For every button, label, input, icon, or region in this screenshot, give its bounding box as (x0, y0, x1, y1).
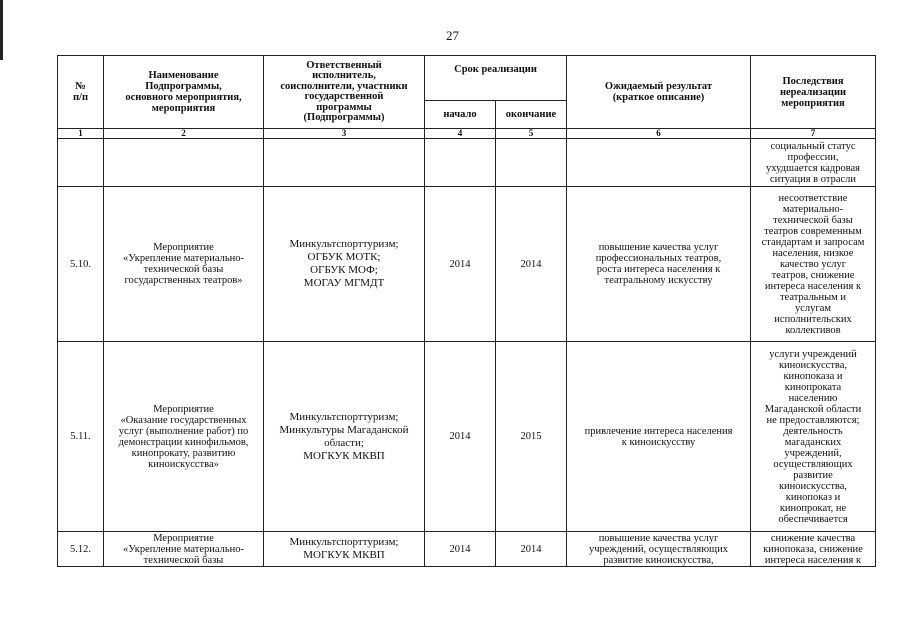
header-row (58, 56, 876, 101)
header-period: Срок реализации (425, 56, 567, 101)
column-number: 5 (496, 129, 567, 139)
row-result: повышение качества услуг учреждений, осуществляющих развитие киноискусства, (567, 532, 751, 567)
header-responsible: Ответственный исполнитель, соисполнители, участники государственной программы (Подпрограммы) (264, 56, 425, 129)
row-responsible: Минкультспорттуризм; МОГКУК МКВП (264, 532, 425, 567)
column-number: 1 (58, 129, 104, 139)
row-number: 5.11. (58, 342, 104, 532)
row-end: 2014 (496, 187, 567, 342)
program-table (57, 55, 876, 567)
column-number: 4 (425, 129, 496, 139)
header-result: Ожидаемый результат (краткое описание) (567, 56, 751, 129)
header-num: № п/п (58, 56, 104, 129)
table-row (58, 532, 876, 567)
row-number: 5.10. (58, 187, 104, 342)
header-start: начало (425, 101, 496, 129)
header-consequences: Последствия нереализации мероприятия (751, 56, 876, 129)
row-consequences: услуги учреждений киноискусства, кинопоказа и кинопроката населению Магаданской области не предоставляются; деятельность магаданских учреждений, осуществляющих развитие киноискусства, кинопоказ и кинопрокат, не обеспечивается (751, 342, 876, 532)
page-number: 27 (446, 28, 459, 43)
table-row (58, 187, 876, 342)
column-number: 6 (567, 129, 751, 139)
continuation-row (58, 139, 876, 187)
row-number: 5.12. (58, 532, 104, 567)
table-row (58, 342, 876, 532)
row-consequences: несоответствие материально- технической базы театров современным стандартам и запросам населения, низкое качество услуг театров, снижение интереса населения к театральным и услугам исполнительских коллективов (751, 187, 876, 342)
row-consequences: снижение качества кинопоказа, снижение интереса населения к (751, 532, 876, 567)
row-name: Мероприятие «Укрепление материально- технической базы государственных театров» (104, 187, 264, 342)
column-numbers-row (58, 129, 876, 139)
header-end: окончание (496, 101, 567, 129)
row-name: Мероприятие «Оказание государственных услуг (выполнение работ) по демонстрации кинофильмов, кинопрокату, развитию киноискусства» (104, 342, 264, 532)
row-start: 2014 (425, 342, 496, 532)
row-name: Мероприятие «Укрепление материально- технической базы (104, 532, 264, 567)
column-number: 7 (751, 129, 876, 139)
row-responsible: Минкультспорттуризм; ОГБУК МОТК; ОГБУК МОФ; МОГАУ МГМДТ (264, 187, 425, 342)
column-number: 3 (264, 129, 425, 139)
row-start: 2014 (425, 532, 496, 567)
column-number: 2 (104, 129, 264, 139)
row-start: 2014 (425, 187, 496, 342)
header-name: Наименование Подпрограммы, основного мероприятия, мероприятия (104, 56, 264, 129)
row-result: привлечение интереса населения к киноискусству (567, 342, 751, 532)
row-consequences: социальный статус профессии, ухудшается кадровая ситуация в отрасли (751, 139, 876, 187)
row-end: 2015 (496, 342, 567, 532)
row-end: 2014 (496, 532, 567, 567)
row-responsible: Минкультспорттуризм; Минкультуры Магаданской области; МОГКУК МКВП (264, 342, 425, 532)
row-result: повышение качества услуг профессиональных театров, роста интереса населения к театральному искусству (567, 187, 751, 342)
